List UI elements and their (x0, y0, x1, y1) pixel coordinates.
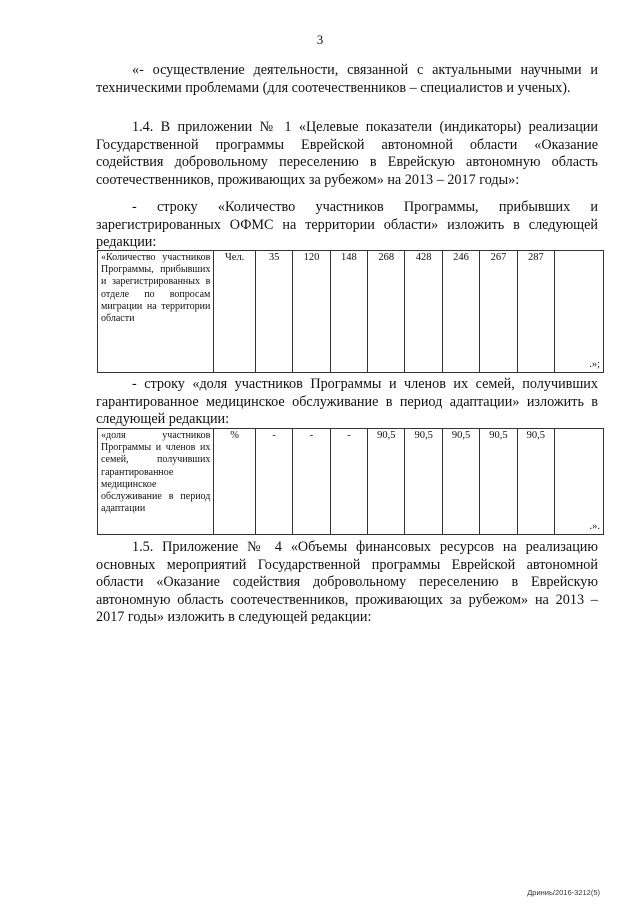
table-1-value: 148 (330, 251, 367, 373)
table-1-value: 35 (255, 251, 292, 373)
table-1-value: 120 (293, 251, 330, 373)
table-2-closing-mark: .». (555, 429, 604, 535)
table-2-value: 90,5 (442, 429, 479, 535)
table-1-closing-mark: .»; (555, 251, 604, 373)
table-2-value: 90,5 (480, 429, 517, 535)
table-2-indicator-name: «доля участников Программы и членов их семей, получивших гарантированное медицинское обслуживание в период адаптации (98, 429, 214, 535)
page-number: 3 (316, 32, 324, 47)
table-1-value: 287 (517, 251, 554, 373)
table-1-value: 428 (405, 251, 442, 373)
footer-document-code: Дриниь/2016-3212(5) (527, 888, 600, 897)
paragraph-1: «- осуществление деятельности, связанной с актуальными научными и техническими проблемами (для соотечественников – специалистов и ученых). (96, 62, 598, 96)
table-2-value: 90,5 (368, 429, 405, 535)
table-1-indicator-name: «Количество участников Программы, прибывших и зарегистрированных в отделе по вопросам миграции на территории области (98, 251, 214, 373)
paragraph-2: 1.4. В приложении № 1 «Целевые показатели (индикаторы) реализации Государственной программы Еврейской автономной области «Оказание содействия добровольному переселению в Еврейскую автономную область соотечественников, проживающих за рубежом» на 2013 – 2017 годы»: (96, 119, 598, 188)
paragraph-4: - строку «доля участников Программы и членов их семей, получивших гарантированное медицинское обслуживание в период адаптации» изложить в следующей редакции: (96, 376, 598, 427)
table-2-value: 90,5 (405, 429, 442, 535)
paragraph-5: 1.5. Приложение № 4 «Объемы финансовых ресурсов на реализацию основных мероприятий Государственной программы Еврейской автономной области «Оказание содействия добровольному переселению в Еврейскую автономную область соотечественников, проживающих за рубежом» на 2013 – 2017 годы» изложить в следующей редакции: (96, 539, 598, 625)
table-2-value: - (330, 429, 367, 535)
table-2-value: 90,5 (517, 429, 554, 535)
table-2-unit: % (214, 429, 256, 535)
table-2-value: - (293, 429, 330, 535)
indicator-table-1 (97, 250, 604, 373)
indicator-table-2 (97, 428, 604, 535)
table-1-unit: Чел. (214, 251, 256, 373)
table-1-value: 267 (480, 251, 517, 373)
table-1-value: 268 (368, 251, 405, 373)
table-1-value: 246 (442, 251, 479, 373)
table-2-value: - (255, 429, 292, 535)
paragraph-3: - строку «Количество участников Программы, прибывших и зарегистрированных ОФМС на территории области» изложить в следующей редакции: (96, 199, 598, 250)
